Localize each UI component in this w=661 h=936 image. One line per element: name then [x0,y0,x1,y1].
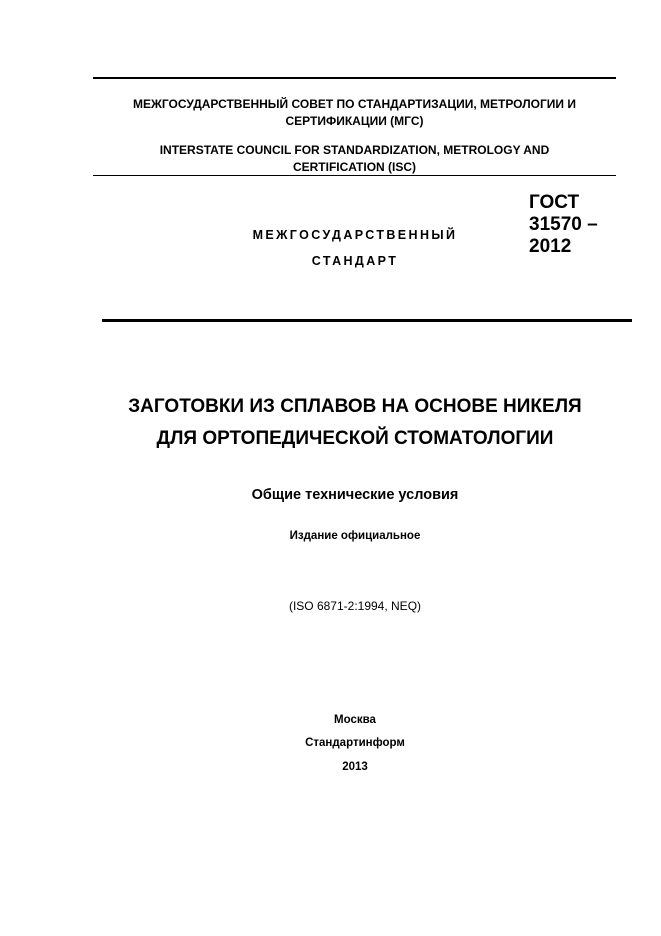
middle-rule [93,175,616,176]
imprint-publisher: Стандартинформ [305,737,405,749]
council-ru-line2: СЕРТИФИКАЦИИ (МГС) [285,114,424,128]
title-line2: ДЛЯ ОРТОПЕДИЧЕСКОЙ СТОМАТОЛОГИИ [156,428,554,449]
document-subtitle: Общие технические условия [251,487,459,503]
gost-label: ГОСТ [529,192,580,213]
gost-year: 2012 [529,236,572,257]
standard-type-line2: СТАНДАРТ [311,254,399,268]
title-line1: ЗАГОТОВКИ ИЗ СПЛАВОВ НА ОСНОВЕ НИКЕЛЯ [128,396,582,417]
council-header [93,96,616,176]
iso-reference: (ISO 6871-2:1994, NEQ) [288,599,422,613]
document-title [60,391,650,455]
gost-number: 31570 – [529,214,598,235]
gost-designation [529,192,629,258]
council-ru-line1: МЕЖГОСУДАРСТВЕННЫЙ СОВЕТ ПО СТАНДАРТИЗАЦИИ, МЕТРОЛОГИИ И [133,97,576,111]
edition-note: Издание официальное [289,530,421,542]
standard-type-line1: МЕЖГОСУДАРСТВЕННЫЙ [252,228,458,242]
imprint-year: 2013 [342,761,368,773]
top-rule [93,77,616,79]
thick-rule [102,319,632,322]
council-en-line2: CERTIFICATION (ISC) [292,160,417,174]
imprint-city: Москва [334,714,376,726]
council-en-line1: INTERSTATE COUNCIL FOR STANDARDIZATION, METROLOGY AND [159,143,550,157]
